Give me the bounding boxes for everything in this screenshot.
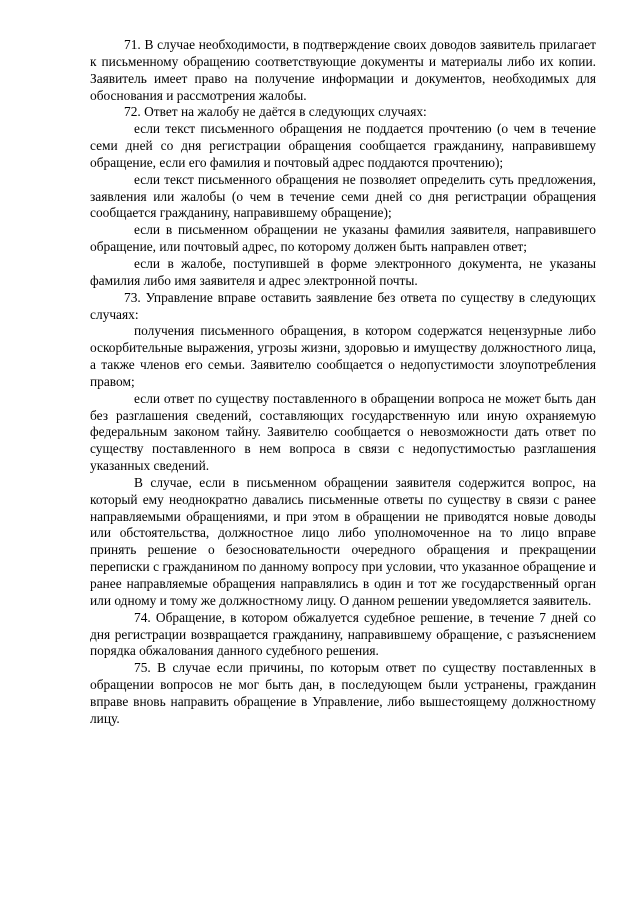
paragraph-74: 74. Обращение, в котором обжалуется судебное решение, в течение 7 дней со дня регистрации возвращается гражданину, направившему обращение, с разъяснением порядка обжалования данного судебного решения. bbox=[90, 609, 596, 659]
paragraph-71: 71. В случае необходимости, в подтверждение своих доводов заявитель прилагает к письменному обращению соответствующие документы и материалы либо их копии. Заявитель имеет право на получение информации и документов, необходимых для обоснования и рассмотрения жалобы. bbox=[90, 37, 596, 103]
paragraph-72-case-electronic: если в жалобе, поступившей в форме электронного документа, не указаны фамилия либо имя заявителя и адрес электронной почты. bbox=[90, 255, 596, 288]
paragraph-73-case-offensive: получения письменного обращения, в котором содержатся нецензурные либо оскорбительные выражения, угрозы жизни, здоровью и имуществу должностного лица, а также членов его семьи. Заявителю сообщается о недопустимости злоупотребления правом; bbox=[90, 323, 596, 389]
paragraph-72: 72. Ответ на жалобу не даётся в следующих случаях: bbox=[124, 104, 427, 120]
paragraph-73-repeated-appeal: В случае, если в письменном обращении заявителя содержится вопрос, на который ему неоднократно давались письменные ответы по существу в связи с ранее направляемыми обращениями, и при этом в обращении не приводятся новые доводы или обстоятельства, должностное лицо либо уполномоченное на то лицо вправе принять решение о безосновательности очередного обращения и прекращении переписки с гражданином по данному вопросу при условии, что указанное обращение и ранее направляемые обращения направлялись в один и тот же государственный орган или одному и тому же должностному лицу. О данном решении уведомляется заявитель. bbox=[90, 474, 596, 608]
paragraph-72-case-undefined-essence: если текст письменного обращения не позволяет определить суть предложения, заявления или жалобы (о чем в течение семи дней со дня регистрации обращения сообщается гражданину, направившему обращение); bbox=[90, 171, 596, 221]
document-page bbox=[90, 37, 596, 728]
paragraph-73: 73. Управление вправе оставить заявление без ответа по существу в следующих случаях: bbox=[90, 289, 596, 322]
paragraph-72-case-unreadable: если текст письменного обращения не поддается прочтению (о чем в течение семи дней со дня регистрации обращения сообщается гражданину, направившему обращение, если его фамилия и почтовый адрес поддаются прочтению); bbox=[90, 121, 596, 170]
paragraph-73-case-secret: если ответ по существу поставленного в обращении вопроса не может быть дан без разглашения сведений, составляющих государственную или иную охраняемую федеральным законом тайну. Заявителю сообщается о невозможности дать ответ по существу поставленного в нем вопроса в связи с недопустимостью разглашения указанных сведений. bbox=[90, 390, 596, 474]
paragraph-72-case-no-name: если в письменном обращении не указаны фамилия заявителя, направившего обращение, или почтовый адрес, по которому должен быть направлен ответ; bbox=[90, 222, 596, 255]
paragraph-75: 75. В случае если причины, по которым ответ по существу поставленных в обращении вопросов не мог быть дан, в последующем были устранены, гражданин вправе вновь направить обращение в Управление, либо вышестоящему должностному лицу. bbox=[90, 660, 596, 726]
